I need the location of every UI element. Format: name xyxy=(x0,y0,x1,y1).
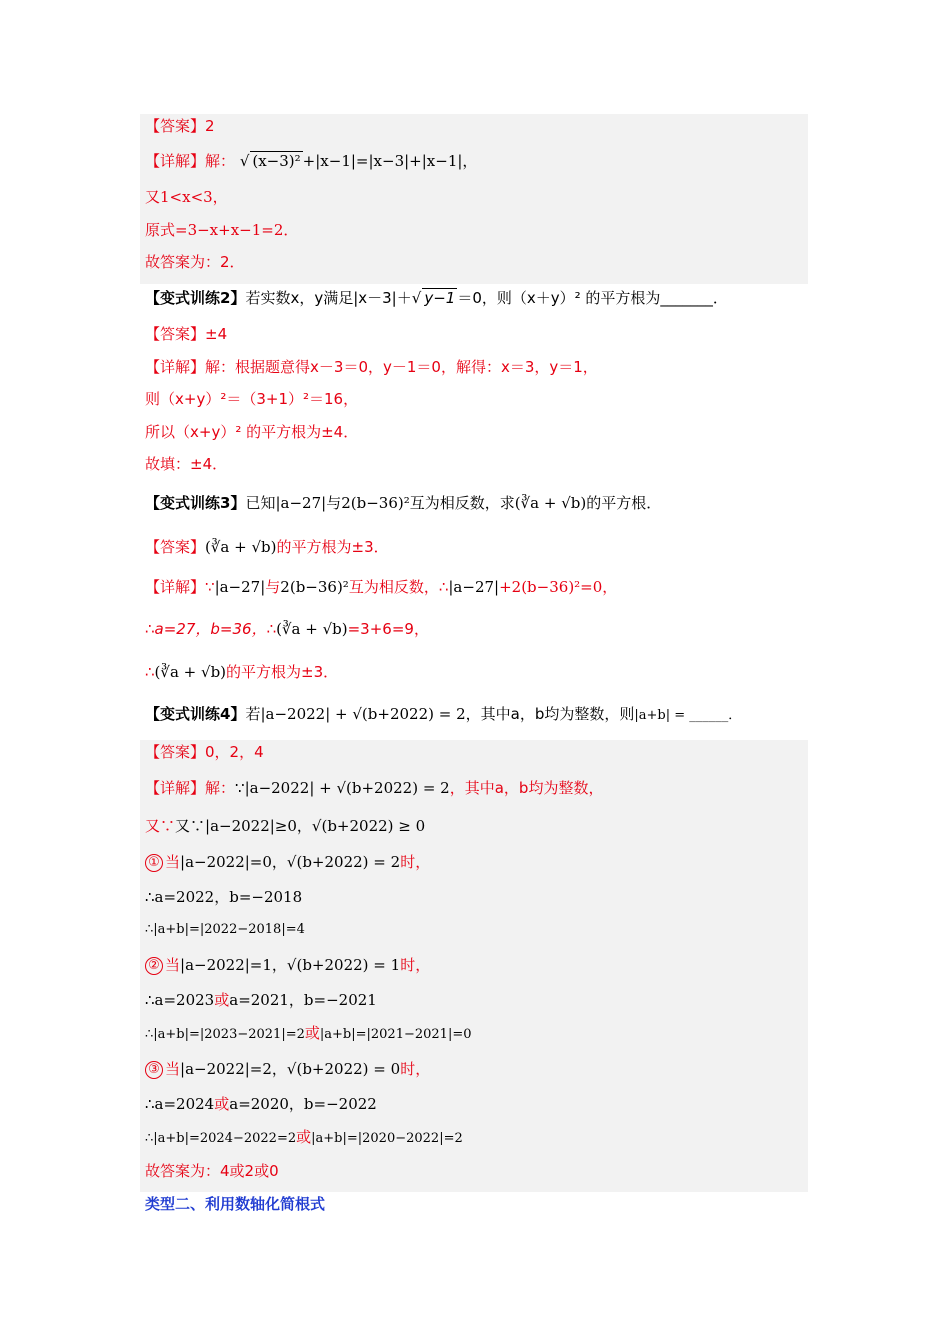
ex4-case1-line3: ∴|a+b|=|2022−2018|=4 xyxy=(145,922,305,937)
ex4-question: 【变式训练4】若|a−2022| + √(b+2022) = 2，其中a，b均为整数，则|a+b| = ______． xyxy=(145,705,742,723)
ex2-detail-3: 所以（x+y）² 的平方根为±4． xyxy=(145,423,359,441)
ex4-detail-2: 又∵又∵|a−2022|≥0，√(b+2022) ≥ 0 xyxy=(145,817,426,835)
ex4-case2-line2: ∴a=2023或a=2021，b=−2021 xyxy=(145,991,377,1009)
ex3-detail-2: ∴a=27，b=36，∴(∛a + √b)=3+6=9， xyxy=(145,620,429,638)
ex4-final: 故答案为：4或2或0 xyxy=(145,1162,279,1180)
ex4-case3-line3: ∴|a+b|=2024−2022=2或|a+b|=|2020−2022|=2 xyxy=(145,1128,463,1146)
ex2-answer: 【答案】±4 xyxy=(145,325,228,343)
ex4-case3: ③ 当|a−2022|=2，√(b+2022) = 0时， xyxy=(145,1058,430,1080)
ex2-detail-4: 故填：±4． xyxy=(145,455,228,473)
ex4-case1-line2: ∴a=2022，b=−2018 xyxy=(145,888,303,906)
ex4-case3-line2: ∴a=2024或a=2020，b=−2022 xyxy=(145,1095,377,1113)
ex1-detail-1: 【详解】解： √ (x−3)² +|x−1|=|x−3|+|x−1|， xyxy=(145,152,478,170)
ex2-detail-2: 则（x+y）²＝（3+1）²＝16， xyxy=(145,390,359,408)
ex1-detail-4: 故答案为：2． xyxy=(145,253,245,271)
ex1-detail-2: 又1<x<3， xyxy=(145,188,228,206)
ex1-detail-3: 原式=3−x+x−1=2． xyxy=(145,221,299,239)
ex2-question: 【变式训练2】若实数x，y满足|x－3|＋√ y−1 ＝0，则（x＋y）² 的平方根为_______． xyxy=(145,289,728,307)
ex3-detail-3: ∴(∛a + √b)的平方根为±3． xyxy=(145,663,339,681)
ex4-case2-line3: ∴|a+b|=|2023−2021|=2或|a+b|=|2021−2021|=0 xyxy=(145,1024,472,1042)
ex4-detail-1: 【详解】解：∵|a−2022| + √(b+2022) = 2，其中a，b均为整数， xyxy=(145,779,604,797)
ex3-answer: 【答案】(∛a + √b)的平方根为±3． xyxy=(145,538,389,556)
ex4-case1: ① 当|a−2022|=0，√(b+2022) = 2时， xyxy=(145,851,430,873)
ex2-detail-1: 【详解】解：根据题意得x－3＝0，y－1＝0，解得：x＝3，y＝1， xyxy=(145,358,598,376)
section-heading: 类型二、利用数轴化简根式 xyxy=(145,1195,326,1213)
ex4-case2: ② 当|a−2022|=1，√(b+2022) = 1时， xyxy=(145,954,430,976)
ex4-answer: 【答案】0，2，4 xyxy=(145,743,264,761)
ex3-question: 【变式训练3】已知|a−27|与2(b−36)²互为相反数，求(∛a + √b)的平方根． xyxy=(145,494,662,512)
ex1-answer: 【答案】2 xyxy=(145,117,215,135)
ex3-detail-1: 【详解】∵|a−27|与2(b−36)²互为相反数，∴|a−27|+2(b−36)²=0， xyxy=(145,578,618,596)
